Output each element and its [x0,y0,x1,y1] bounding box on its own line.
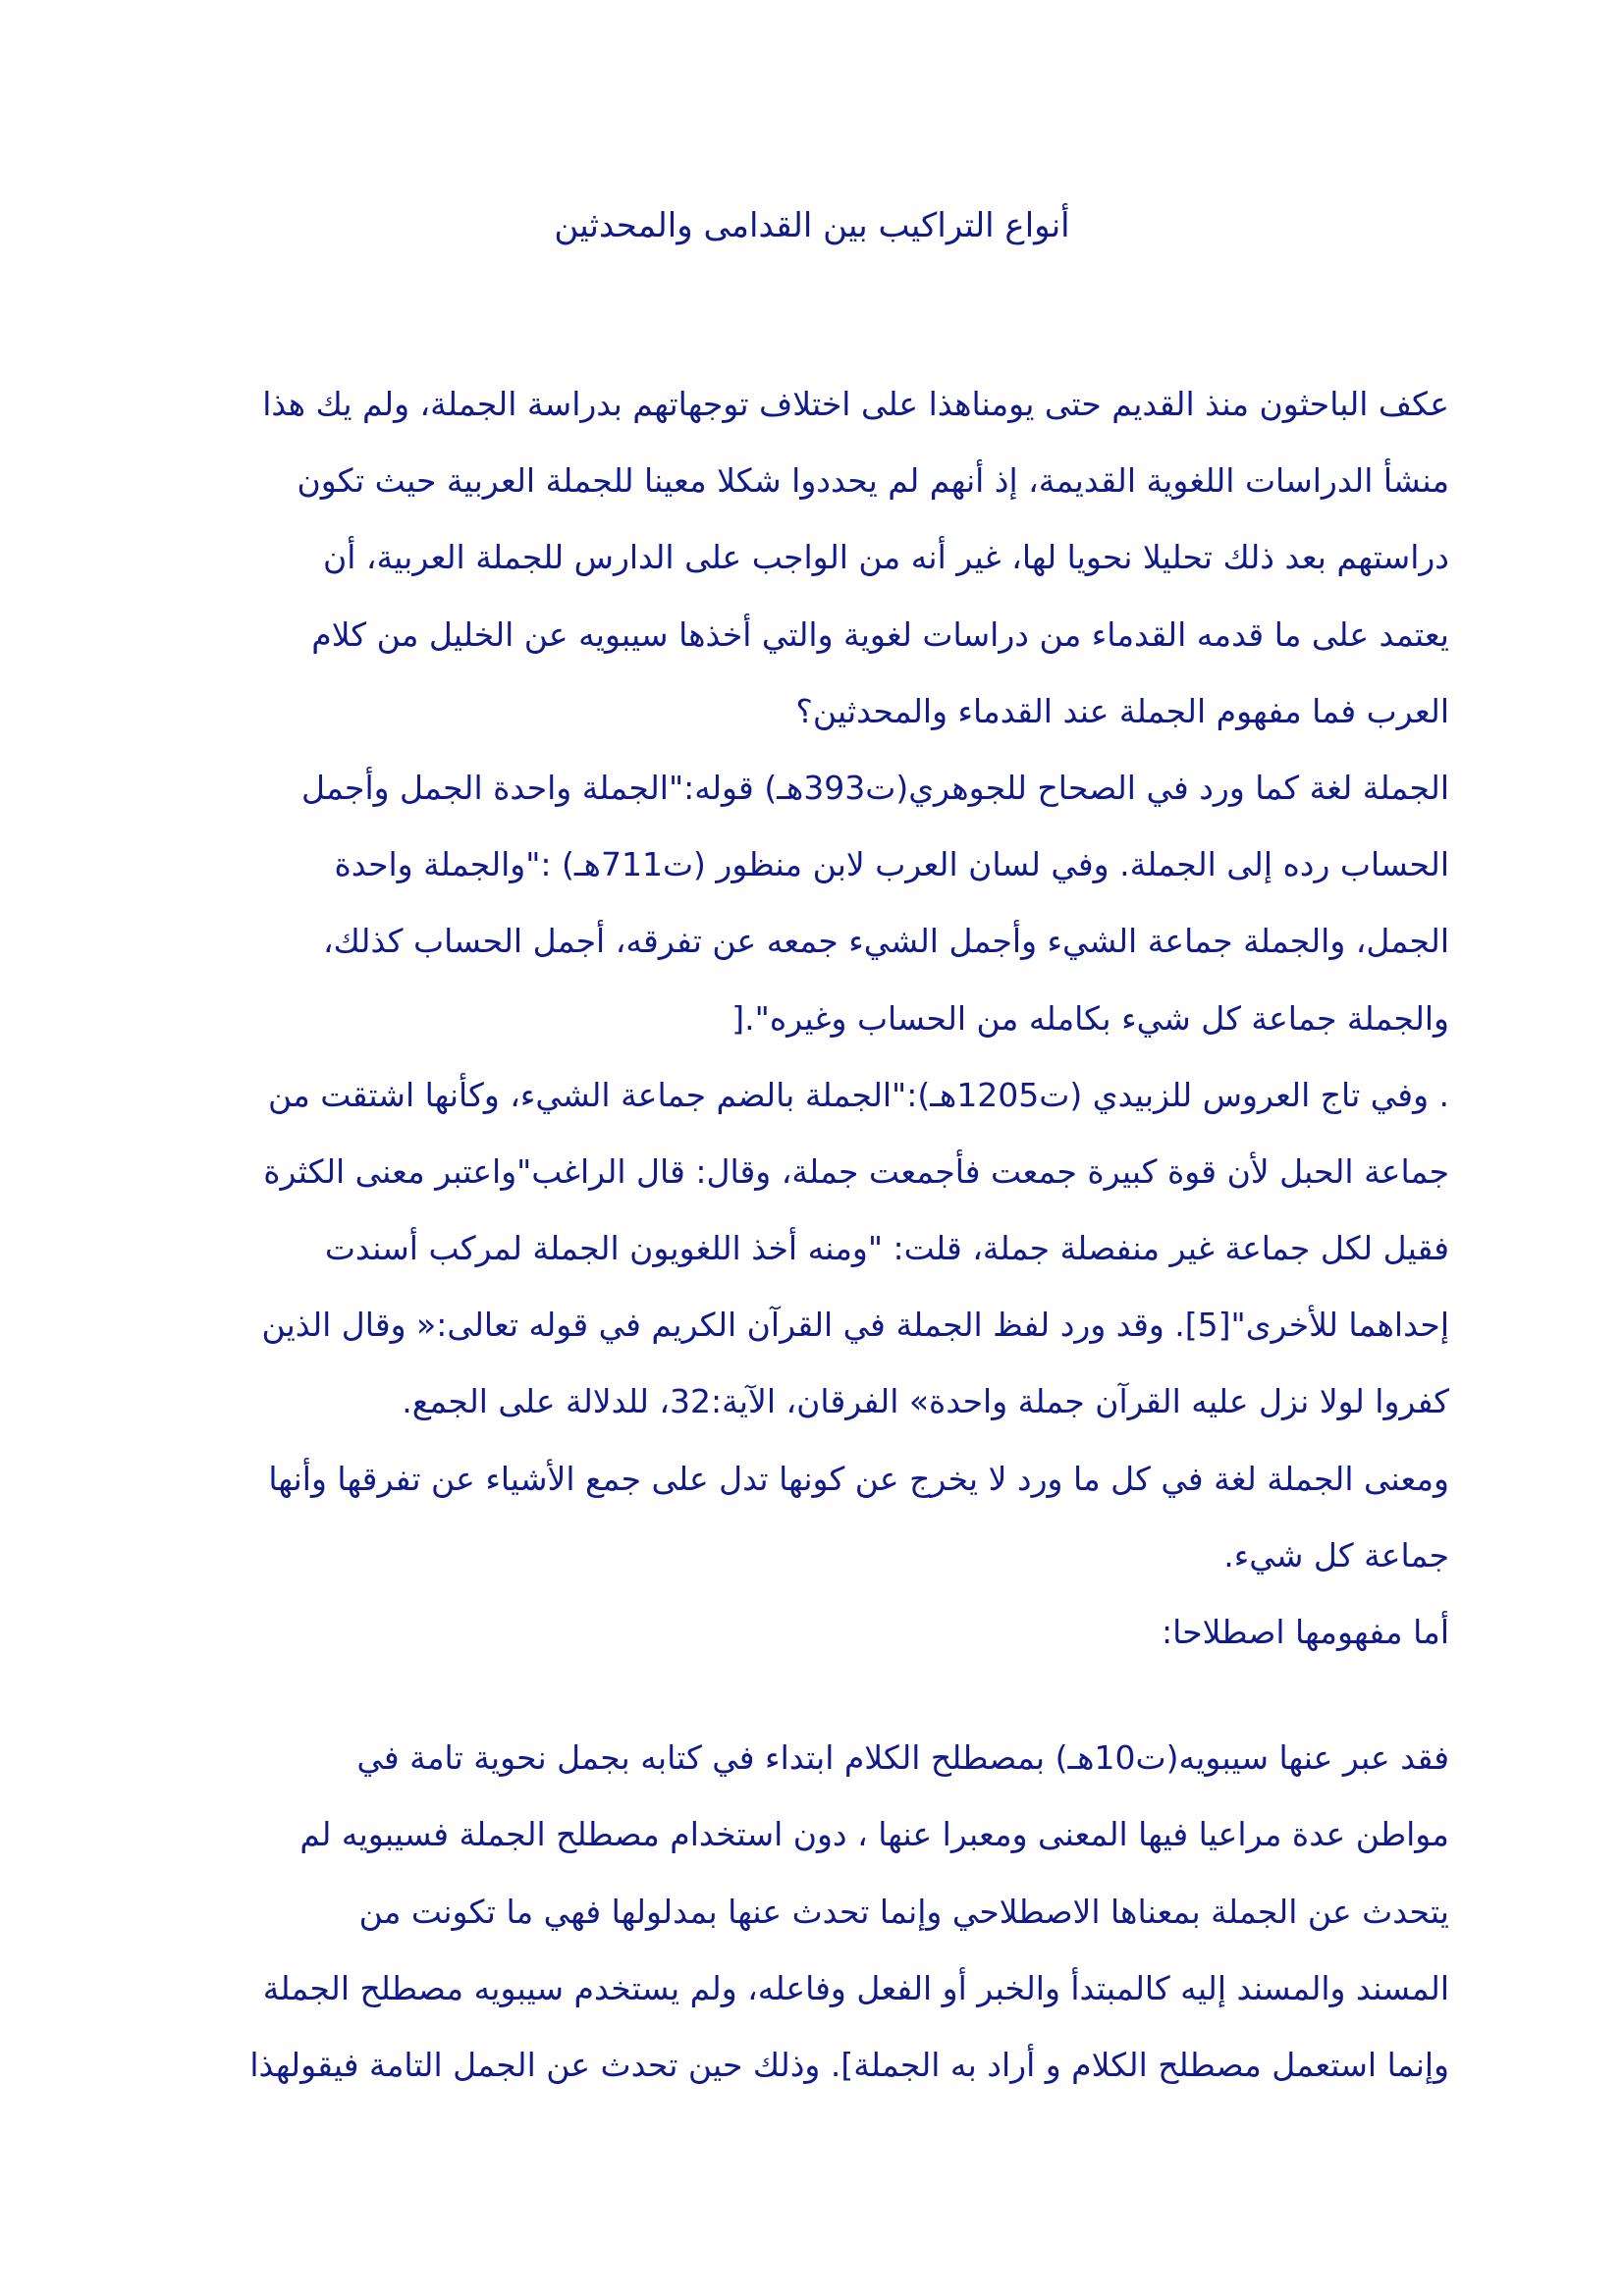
text-line: فقد عبر عنها سيبويه(ت10هـ) بمصطلح الكلام ابتداء في كتابه بجمل نحوية تامة في [356,1738,1449,1778]
text-line: ومعنى الجملة لغة في كل ما ورد لا يخرج عن كونها تدل على جمع الأشياء عن تفرقها وأنها [268,1459,1449,1498]
text-line: كفروا لولا نزل عليه القرآن جملة واحدة» الفرقان، الآية:32، للدلالة على الجمع. [402,1382,1449,1421]
text-line: يعتمد على ما قدمه القدماء من دراسات لغوية والتي أخذها سيبويه عن الخليل من كلام [311,614,1449,654]
text-line: منشأ الدراسات اللغوية القديمة، إذ أنهم لم يحددوا شكلا معينا للجملة العربية حيث تكون [297,461,1449,501]
text-line: المسند والمسند إليه كالمبتدأ والخبر أو الفعل وفاعله، ولم يستخدم سيبويه مصطلح الجملة [262,1968,1449,2007]
text-line: جماعة كل شيء. [1223,1535,1449,1575]
text-line: دراستهم بعد ذلك تحليلا نحويا لها، غير أنه من الواجب على الدارس للجملة العربية، أن [322,538,1449,577]
text-line: الجملة لغة كما ورد في الصحاح للجوهري(ت393هـ) قوله:"الجملة واحدة الجمل وأجمل [300,768,1449,807]
text-line: . وفي تاج العروس للزبيدي (ت1205هـ):"الجملة بالضم جماعة الشيء، وكأنها اشتقت من [267,1075,1449,1114]
paragraph-gap [153,1671,1449,1720]
text-line: الجمل، والجملة جماعة الشيء وأجمل الشيء جمعه عن تفرقه، أجمل الحساب كذلك، [322,922,1449,961]
text-line: إحداهما للأخرى"[5]. وقد ورد لفظ الجملة في القرآن الكريم في قوله تعالى:« وقال الذين [261,1306,1449,1345]
text-line: يتحدث عن الجملة بمعناها الاصطلاحي وإنما تحدث عنها بمدلولها فهي ما تكونت من [358,1892,1449,1931]
text-line: جماعة الحبل لأن قوة كبيرة جمعت فأجمعت جملة، وقال: قال الراغب"واعتبر معنى الكثرة [263,1151,1449,1191]
text-line: عكف الباحثون منذ القديم حتى يومناهذا على اختلاف توجهاتهم بدراسة الجملة، ولم يك هذا [262,385,1449,423]
text-line: مواطن عدة مراعيا فيها المعنى ومعبرا عنها ، دون استخدام مصطلح الجملة فسيبويه لم [299,1815,1449,1854]
document-title: أنواع التراكيب بين القدامى والمحدثين [554,206,1070,245]
text-line: والجملة جماعة كل شيء بكامله من الحساب وغيره".[ [731,998,1449,1038]
text-line: الحساب رده إلى الجملة. وفي لسان العرب لابن منظور (ت711هـ) :"والجملة واحدة [334,845,1449,884]
text-line: وإنما استعمل مصطلح الكلام و أراد به الجملة]. وذلك حين تحدث عن الجمل التامة فيقولهذا [249,2045,1449,2084]
text-line: أما مفهومها اصطلاحا: [1162,1613,1449,1651]
document-body [153,366,1449,2104]
text-line: العرب فما مفهوم الجملة عند القدماء والمحدثين؟ [795,691,1449,730]
text-line: فقيل لكل جماعة غير منفصلة جملة، قلت: "ومنه أخذ اللغويون الجملة لمركب أسندت [324,1229,1449,1268]
